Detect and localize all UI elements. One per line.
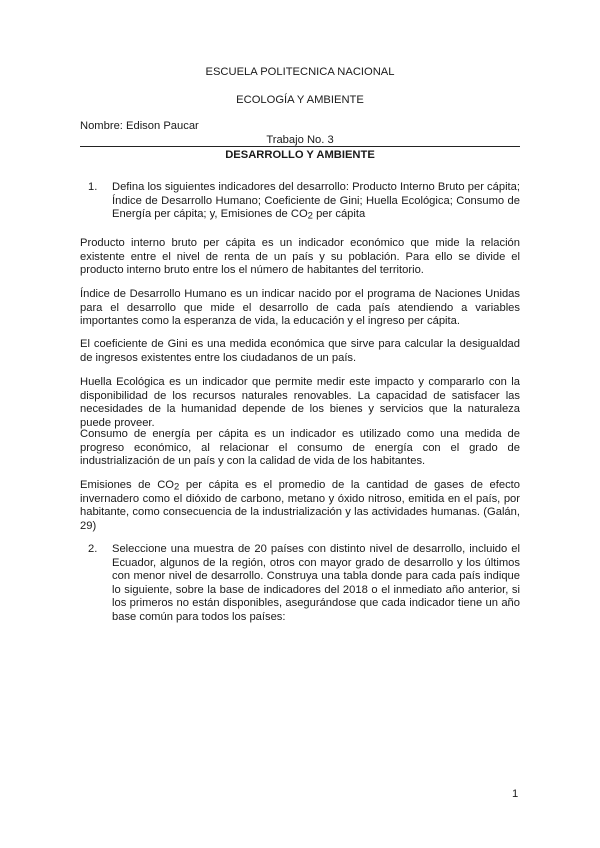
paragraph-co2: Emisiones de $CO_2$ per cápita es el promedio de la cantidad de gases de efecto invernadero como el dióxido de carbono, metano y óxido nitroso, emitida en el país, por habitante, como consecuencia de la industrialización y las actividades humanas. (Galán, 29) [80,479,520,532]
work-number: Trabajo No. 3 [266,134,334,146]
school-name: ESCUELA POLITECNICA NACIONAL [205,66,395,78]
question-1 [88,181,520,222]
paragraph-huella: Huella Ecológica es un indicador que permite medir este impacto y compararlo con la disponibilidad de los recursos naturales renovables. La capacidad de satisfacer las necesidades de la humanidad depende de los bienes y servicios que la naturaleza puede proveer. [80,376,520,429]
student-name: Nombre: Edison Paucar [80,120,199,132]
question-1-number: 1. [88,181,98,193]
horizontal-rule [80,146,520,147]
page-number: 1 [512,788,519,800]
question-2-text: Seleccione una muestra de 20 países con distinto nivel de desarrollo, incluido el Ecuador, algunos de la región, otros con mayor grado de desarrollo y los últimos con menor nivel de desarrollo. Construya una tabla donde para cada país indique lo siguiente, sobre la base de indicadores del 2018 o el inmediato año anterior, si los primeros no están disponibles, asegurándose que cada indicador tiene un año base común para todos los países: [112,543,520,623]
paragraph-idh: Índice de Desarrollo Humano es un indicar nacido por el programa de Naciones Unidas para el desarrollo que mide el desarrollo de cada país atendiendo a variables importantes como la esperanza de vida, la educación y el ingreso per cápita. [80,288,520,327]
question-1-text: Defina los siguientes indicadores del desarrollo: Producto Interno Bruto per cápita; Índice de Desarrollo Humano; Coeficiente de Gini; Huella Ecológica; Consumo de Energía per cápita; y, Emisiones de $CO_2$ per cápita [112,181,520,222]
question-2-number: 2. [88,543,98,555]
document-title: DESARROLLO Y AMBIENTE [225,149,375,161]
paragraph-gini: El coeficiente de Gini es una medida económica que sirve para calcular la desigualdad de ingresos existentes entre los ciudadanos de un país. [80,338,520,364]
question-2 [88,543,520,624]
paragraph-pib: Producto interno bruto per cápita es un indicador económico que mide la relación existente entre el nivel de renta de un país y su población. Para ello se divide el producto interno bruto entre los el número de habitantes del territorio. [80,237,520,276]
course-name: ECOLOGÍA Y AMBIENTE [236,94,364,106]
paragraph-energia: Consumo de energía per cápita es un indicador es utilizado como una medida de progreso económico, al relacionar el consumo de energía con el grado de industrialización de un país y con la calidad de vida de los habitantes. [80,428,520,467]
